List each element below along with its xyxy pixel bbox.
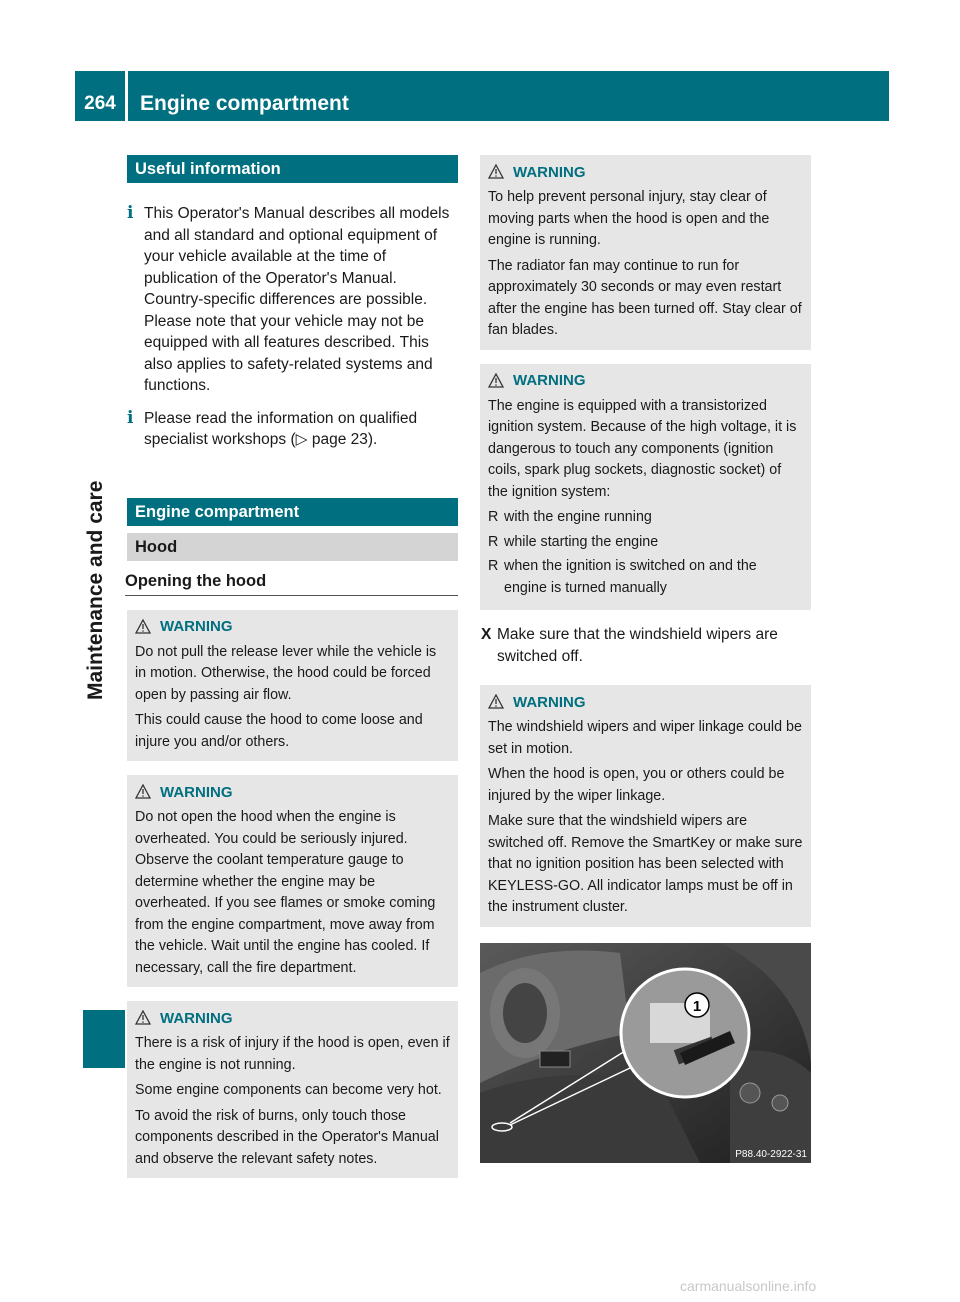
figure-illustration: [480, 943, 811, 1163]
header-separator: [125, 71, 128, 121]
subsection-title-hood: Hood: [127, 533, 458, 561]
warning-box: WARNING There is a risk of injury if the hood is open, even if the engine is not running. Some engine components can become very hot. To avoid the risk of burns, only touch those components described in the Operator's Manual and observe the relevant safety notes.: [127, 1001, 458, 1178]
info-icon: i: [127, 407, 134, 428]
warning-box: WARNING Do not pull the release lever while the vehicle is in motion. Otherwise, the hood could be forced open by passing air flow. This could cause the hood to come loose and injure you and/or others.: [127, 610, 458, 762]
warning-header: WARNING: [135, 781, 450, 803]
right-column: [480, 155, 811, 1163]
left-column: [127, 155, 458, 1178]
instruction-step: X Make sure that the windshield wipers are switched off.: [481, 626, 778, 665]
warning-triangle-icon: [135, 1010, 151, 1025]
useful-info-title: Useful information: [127, 155, 458, 183]
warning-header: WARNING: [135, 1007, 450, 1029]
warning-triangle-icon: [488, 373, 504, 388]
warning-box: WARNING The engine is equipped with a transistorized ignition system. Because of the high voltage, it is dangerous to touch any components (ignition coils, spark plug sockets, diagnostic socket) of the ignition system: R with the engine running R while starting the engine R when the ignition is switched on and the engine is turned manually: [480, 364, 811, 611]
warning-triangle-icon: [488, 694, 504, 709]
warning-triangle-icon: [135, 784, 151, 799]
warning-triangle-icon: [135, 619, 151, 634]
warning-header: WARNING: [488, 370, 803, 392]
heading-opening-the-hood: Opening the hood: [125, 569, 458, 596]
info-icon: i: [127, 203, 134, 223]
list-item: R with the engine running: [488, 509, 652, 525]
list-item: R while starting the engine: [488, 533, 659, 550]
info-paragraph-1: i This Operator's Manual describes all models and all standard and optional equipment of your vehicle available at the time of publication of the Operator's Manual. Country-specific differences are possible. Please note that your vehicle may not be equipped with all features described. This also applies to safety-related systems and functions.: [127, 203, 450, 394]
side-tab-marker: [83, 1010, 125, 1068]
warning-triangle-icon: [488, 164, 504, 179]
warning-box: WARNING To help prevent personal injury, stay clear of moving parts when the hood is open and the engine is running. The radiator fan may continue to run for approximately 30 seconds or may even restart after the engine has been turned off. Stay clear of fan blades.: [480, 155, 811, 350]
page-title: Engine compartment: [140, 92, 349, 115]
warning-box: WARNING The windshield wipers and wiper linkage could be set in motion. When the hood is open, you or others could be injured by the wiper linkage. Make sure that the windshield wipers are switched off. Remove the SmartKey or make sure that no ignition position has been selected with KEYLESS-GO. All indicator lamps must be off in the instrument cluster.: [480, 685, 811, 927]
section-title-engine-compartment: Engine compartment: [127, 498, 458, 526]
watermark: carmanualsonline.info: [680, 1278, 817, 1294]
ignition-conditions-list: [488, 507, 803, 599]
warning-header: WARNING: [488, 161, 803, 183]
figure-label: P88.40-2922-31: [735, 1148, 807, 1160]
step-marker-icon: X: [481, 626, 492, 643]
warning-header: WARNING: [488, 691, 803, 713]
warning-header: WARNING: [135, 616, 450, 638]
side-tab-label: Maintenance and care: [84, 480, 107, 700]
info-paragraph-2: i Please read the information on qualified specialist workshops (▷ page 23).: [127, 407, 418, 448]
figure-callout-number: 1: [692, 997, 702, 1015]
warning-box: WARNING Do not open the hood when the engine is overheated. You could be seriously injured. Observe the coolant temperature gauge to determine whether the engine may be overheated. If you see flames or smoke coming from the engine compartment, move away from the vehicle. Wait until the engine has cooled. If necessary, call the fire department.: [127, 775, 458, 987]
page-number: 264: [84, 93, 116, 114]
hood-release-lever-figure: [480, 943, 811, 1163]
list-item: R when the ignition is switched on and the engine is turned manually: [488, 558, 757, 596]
